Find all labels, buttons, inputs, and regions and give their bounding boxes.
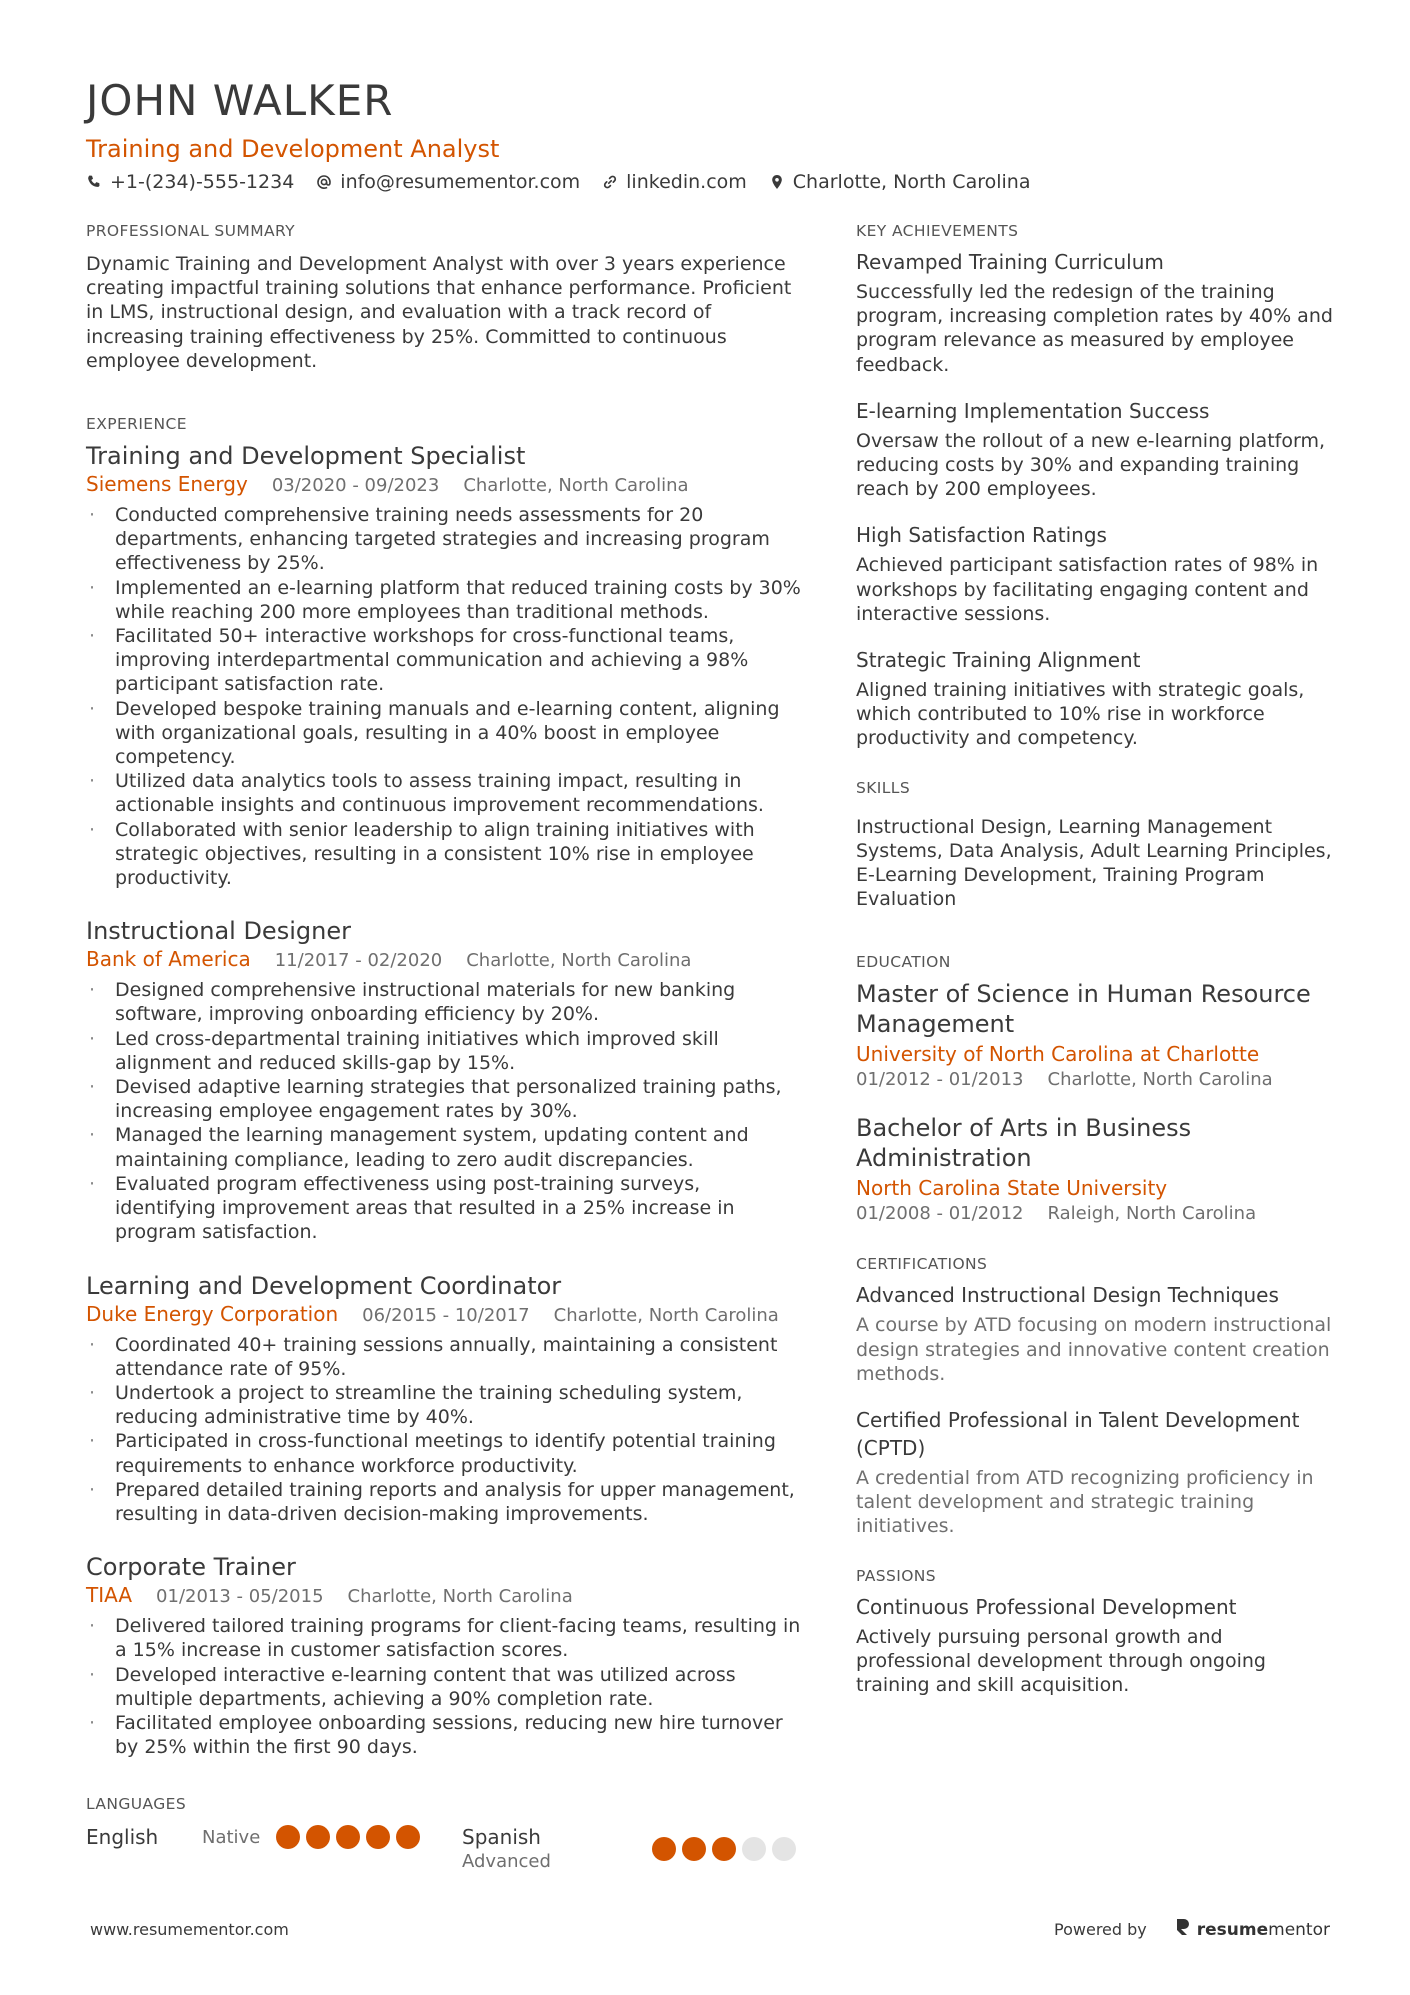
list-item: · Evaluated program effectiveness using post-training surveys, identifying improvement areas that resulted in a 25% increase in program satisfaction.: [86, 1172, 806, 1245]
certification-item: [856, 1281, 1336, 1386]
achievement-item: [856, 248, 1336, 377]
skills-text: Instructional Design, Learning Management Systems, Data Analysis, Adult Learning Principles, E-Learning Development, Training Program Evaluation: [856, 815, 1332, 911]
passions-section: [856, 1565, 1336, 1698]
education-school: North Carolina State University: [856, 1176, 1168, 1201]
job-entry: [86, 1552, 806, 1759]
job-title: Corporate Trainer: [86, 1553, 296, 1582]
location-pin-icon: [769, 174, 785, 190]
list-item: · Managed the learning management system, updating content and maintaining compliance, leading to zero audit discrepancies.: [86, 1123, 806, 1171]
rating-dot-filled: [682, 1837, 706, 1861]
location-text: Charlotte, North Carolina: [792, 171, 1031, 193]
resume-header: [86, 76, 1336, 196]
passion-text: Actively pursuing personal growth and professional development through ongoing training and skill acquisition.: [856, 1625, 1266, 1697]
certifications-heading: CERTIFICATIONS: [856, 1255, 988, 1274]
job-title: Instructional Designer: [86, 917, 351, 946]
language-name: Spanish: [462, 1825, 541, 1850]
rating-dot-filled: [652, 1837, 676, 1861]
job-location: Charlotte, North Carolina: [347, 1586, 573, 1608]
rating-dot-filled: [306, 1825, 330, 1849]
job-meta: [86, 946, 806, 974]
achievement-title: E-learning Implementation Success: [856, 398, 1210, 423]
education-section: [856, 951, 1336, 1227]
rating-dot-filled: [336, 1825, 360, 1849]
list-item: · Conducted comprehensive training needs assessments for 20 departments, enhancing targeted strategies and increasing program effectiveness by 25%.: [86, 503, 806, 576]
education-degree: Bachelor of Arts in Business Administration: [856, 1114, 1192, 1173]
achievement-item: [856, 646, 1336, 751]
achievements-heading: KEY ACHIEVEMENTS: [856, 222, 1019, 240]
language-english: [86, 1825, 462, 1849]
job-entry: [86, 1271, 806, 1527]
rating-dot-filled: [712, 1837, 736, 1861]
achievement-title: Strategic Training Alignment: [856, 648, 1141, 673]
contact-bar: [86, 168, 1336, 196]
education-meta: [856, 1067, 1336, 1093]
list-item: · Facilitated 50+ interactive workshops for cross-functional teams, improving interdepartmental communication and achieving a 98% participant satisfaction rate.: [86, 624, 806, 697]
skills-heading: SKILLS: [856, 778, 911, 797]
job-entry: [86, 441, 806, 890]
passion-item: [856, 1593, 1336, 1698]
contact-linkedin[interactable]: [602, 168, 747, 196]
job-meta: [86, 1301, 806, 1329]
candidate-name: JOHN WALKER: [86, 76, 394, 125]
linkedin-text: linkedin.com: [626, 171, 747, 193]
job-bullets: [86, 978, 806, 1244]
job-title: Learning and Development Coordinator: [86, 1271, 562, 1300]
rating-dot-filled: [396, 1825, 420, 1849]
achievement-item: [856, 397, 1336, 502]
experience-section: [86, 413, 806, 1759]
candidate-title: Training and Development Analyst: [86, 135, 500, 163]
list-item: · Implemented an e-learning platform that reduced training costs by 30% while reaching 200 more employees than traditional methods.: [86, 576, 806, 624]
achievement-title: High Satisfaction Ratings: [856, 523, 1107, 548]
list-item: · Facilitated employee onboarding sessions, reducing new hire turnover by 25% within the first 90 days.: [86, 1711, 806, 1759]
footer-website[interactable]: www.resumementor.com: [90, 1920, 289, 1939]
job-location: Charlotte, North Carolina: [553, 1304, 779, 1326]
certification-title: Certified Professional in Talent Development (CPTD): [856, 1408, 1300, 1461]
powered-by-label: Powered by: [1054, 1920, 1147, 1939]
footer-brand: [1054, 1918, 1330, 1941]
achievement-title: Revamped Training Curriculum: [856, 250, 1164, 274]
phone-text: +1-(234)-555-1234: [110, 171, 295, 193]
at-icon: [316, 174, 332, 190]
certification-text: A credential from ATD recognizing proficiency in talent development and strategic training initiatives.: [856, 1467, 1314, 1538]
list-item: · Devised adaptive learning strategies that personalized training paths, increasing employee engagement rates by 30%.: [86, 1075, 806, 1123]
skills-section: [856, 777, 1336, 912]
summary-text: Dynamic Training and Development Analyst with over 3 years experience creating impactful training solutions that enhance performance. Proficient in LMS, instructional design, and evaluation with a track record of increasing training effectiveness by 25%. Committed to continuous employee development.: [86, 253, 792, 372]
link-icon: [602, 174, 618, 190]
education-degree: Master of Science in Human Resource Management: [856, 980, 1311, 1039]
logo-text: [1197, 1920, 1330, 1940]
rating-dot-filled: [366, 1825, 390, 1849]
job-meta: [86, 1582, 806, 1610]
achievement-text: Oversaw the rollout of a new e-learning platform, reducing costs by 30% and expanding training reach by 200 employees.: [856, 429, 1325, 501]
job-company: Siemens Energy: [86, 472, 248, 497]
job-dates: 06/2015 - 10/2017: [362, 1304, 530, 1326]
list-item: · Coordinated 40+ training sessions annually, maintaining a consistent attendance rate of 95%.: [86, 1333, 806, 1381]
job-title: Training and Development Specialist: [86, 442, 526, 471]
job-bullets: [86, 1614, 806, 1759]
job-meta: [86, 471, 806, 499]
job-bullets: [86, 503, 806, 890]
job-location: Charlotte, North Carolina: [466, 950, 692, 972]
education-heading: EDUCATION: [856, 953, 951, 972]
certification-text: A course by ATD focusing on modern instructional design strategies and innovative content creation methods.: [856, 1314, 1332, 1385]
list-item: · Undertook a project to streamline the training scheduling system, reducing administrative time by 40%.: [86, 1381, 806, 1429]
list-item: · Designed comprehensive instructional materials for new banking software, improving onboarding efficiency by 20%.: [86, 978, 806, 1026]
contact-email[interactable]: [316, 168, 580, 196]
logo-text-rest: mentor: [1268, 1919, 1330, 1940]
job-dates: 03/2020 - 09/2023: [271, 475, 440, 497]
list-item: · Developed bespoke training manuals and e-learning content, aligning with organizational goals, resulting in a 40% boost in employee competency.: [86, 697, 806, 770]
education-location: Charlotte, North Carolina: [1047, 1069, 1273, 1091]
languages-section: [86, 1793, 806, 1875]
language-name: English: [86, 1825, 159, 1850]
language-rating: [276, 1825, 420, 1849]
job-company: Duke Energy Corporation: [86, 1301, 339, 1326]
list-item: · Led cross-departmental training initiatives which improved skill alignment and reduced skills-gap by 15%.: [86, 1027, 806, 1075]
achievements-section: [856, 220, 1336, 751]
list-item: · Collaborated with senior leadership to align training initiatives with strategic objectives, resulting in a consistent 10% rise in employee productivity.: [86, 818, 806, 891]
rating-dot-empty: [772, 1837, 796, 1861]
languages-row: [86, 1825, 806, 1875]
resumementor-logo-icon: [1175, 1918, 1191, 1941]
education-location: Raleigh, North Carolina: [1047, 1203, 1257, 1225]
job-bullets: [86, 1333, 806, 1527]
education-item: [856, 979, 1336, 1093]
summary-section: [86, 220, 806, 373]
list-item: · Developed interactive e-learning content that was utilized across multiple departments, achieving a 90% completion rate.: [86, 1663, 806, 1711]
education-dates: 01/2008 - 01/2012: [856, 1203, 1024, 1225]
job-dates: 11/2017 - 02/2020: [274, 950, 443, 972]
job-location: Charlotte, North Carolina: [463, 475, 689, 497]
achievement-text: Achieved participant satisfaction rates of 98% in workshops by facilitating engaging content and interactive sessions.: [856, 554, 1319, 625]
language-spanish: [462, 1825, 796, 1875]
passion-title: Continuous Professional Development: [856, 1594, 1237, 1619]
achievement-text: Aligned training initiatives with strategic goals, which contributed to 10% rise in workforce productivity and competency.: [856, 679, 1305, 750]
certification-title: Advanced Instructional Design Techniques: [856, 1283, 1279, 1308]
summary-heading: PROFESSIONAL SUMMARY: [86, 222, 296, 240]
language-level: Advanced: [462, 1851, 551, 1873]
contact-location: [769, 168, 1031, 196]
language-rating: [652, 1837, 796, 1861]
achievement-text: Successfully led the redesign of the training program, increasing completion rates by 40% and program relevance as measured by employee feedback.: [856, 281, 1333, 376]
education-meta: [856, 1201, 1336, 1227]
certification-item: [856, 1406, 1336, 1539]
education-school: University of North Carolina at Charlotte: [856, 1042, 1260, 1067]
list-item: · Delivered tailored training programs for client-facing teams, resulting in a 15% increase in customer satisfaction scores.: [86, 1614, 806, 1662]
phone-icon: [86, 174, 102, 190]
passions-heading: PASSIONS: [856, 1566, 937, 1585]
list-item: · Utilized data analytics tools to assess training impact, resulting in actionable insights and continuous improvement recommendations.: [86, 769, 806, 817]
language-label-group: [462, 1825, 652, 1875]
certifications-section: [856, 1253, 1336, 1538]
list-item: · Participated in cross-functional meetings to identify potential training requirements to enhance workforce productivity.: [86, 1429, 806, 1477]
job-entry: [86, 916, 806, 1244]
education-item: [856, 1113, 1336, 1227]
achievement-item: [856, 521, 1336, 626]
contact-phone[interactable]: [86, 168, 294, 196]
languages-heading: LANGUAGES: [86, 1795, 187, 1814]
education-dates: 01/2012 - 01/2013: [856, 1069, 1024, 1091]
logo-text-bold: resume: [1196, 1919, 1269, 1940]
job-dates: 01/2013 - 05/2015: [156, 1586, 324, 1608]
resumementor-logo[interactable]: [1175, 1918, 1330, 1941]
right-column: [856, 220, 1336, 1717]
left-column: [86, 220, 806, 1875]
rating-dot-empty: [742, 1837, 766, 1861]
list-item: · Prepared detailed training reports and analysis for upper management, resulting in data-driven decision-making improvements.: [86, 1478, 806, 1526]
page-footer: [90, 1918, 1330, 1941]
rating-dot-filled: [276, 1825, 300, 1849]
experience-heading: EXPERIENCE: [86, 415, 187, 434]
email-text: info@resumementor.com: [340, 171, 581, 193]
language-level: Native: [202, 1826, 261, 1848]
job-company: Bank of America: [86, 947, 251, 972]
job-company: TIAA: [86, 1583, 133, 1608]
